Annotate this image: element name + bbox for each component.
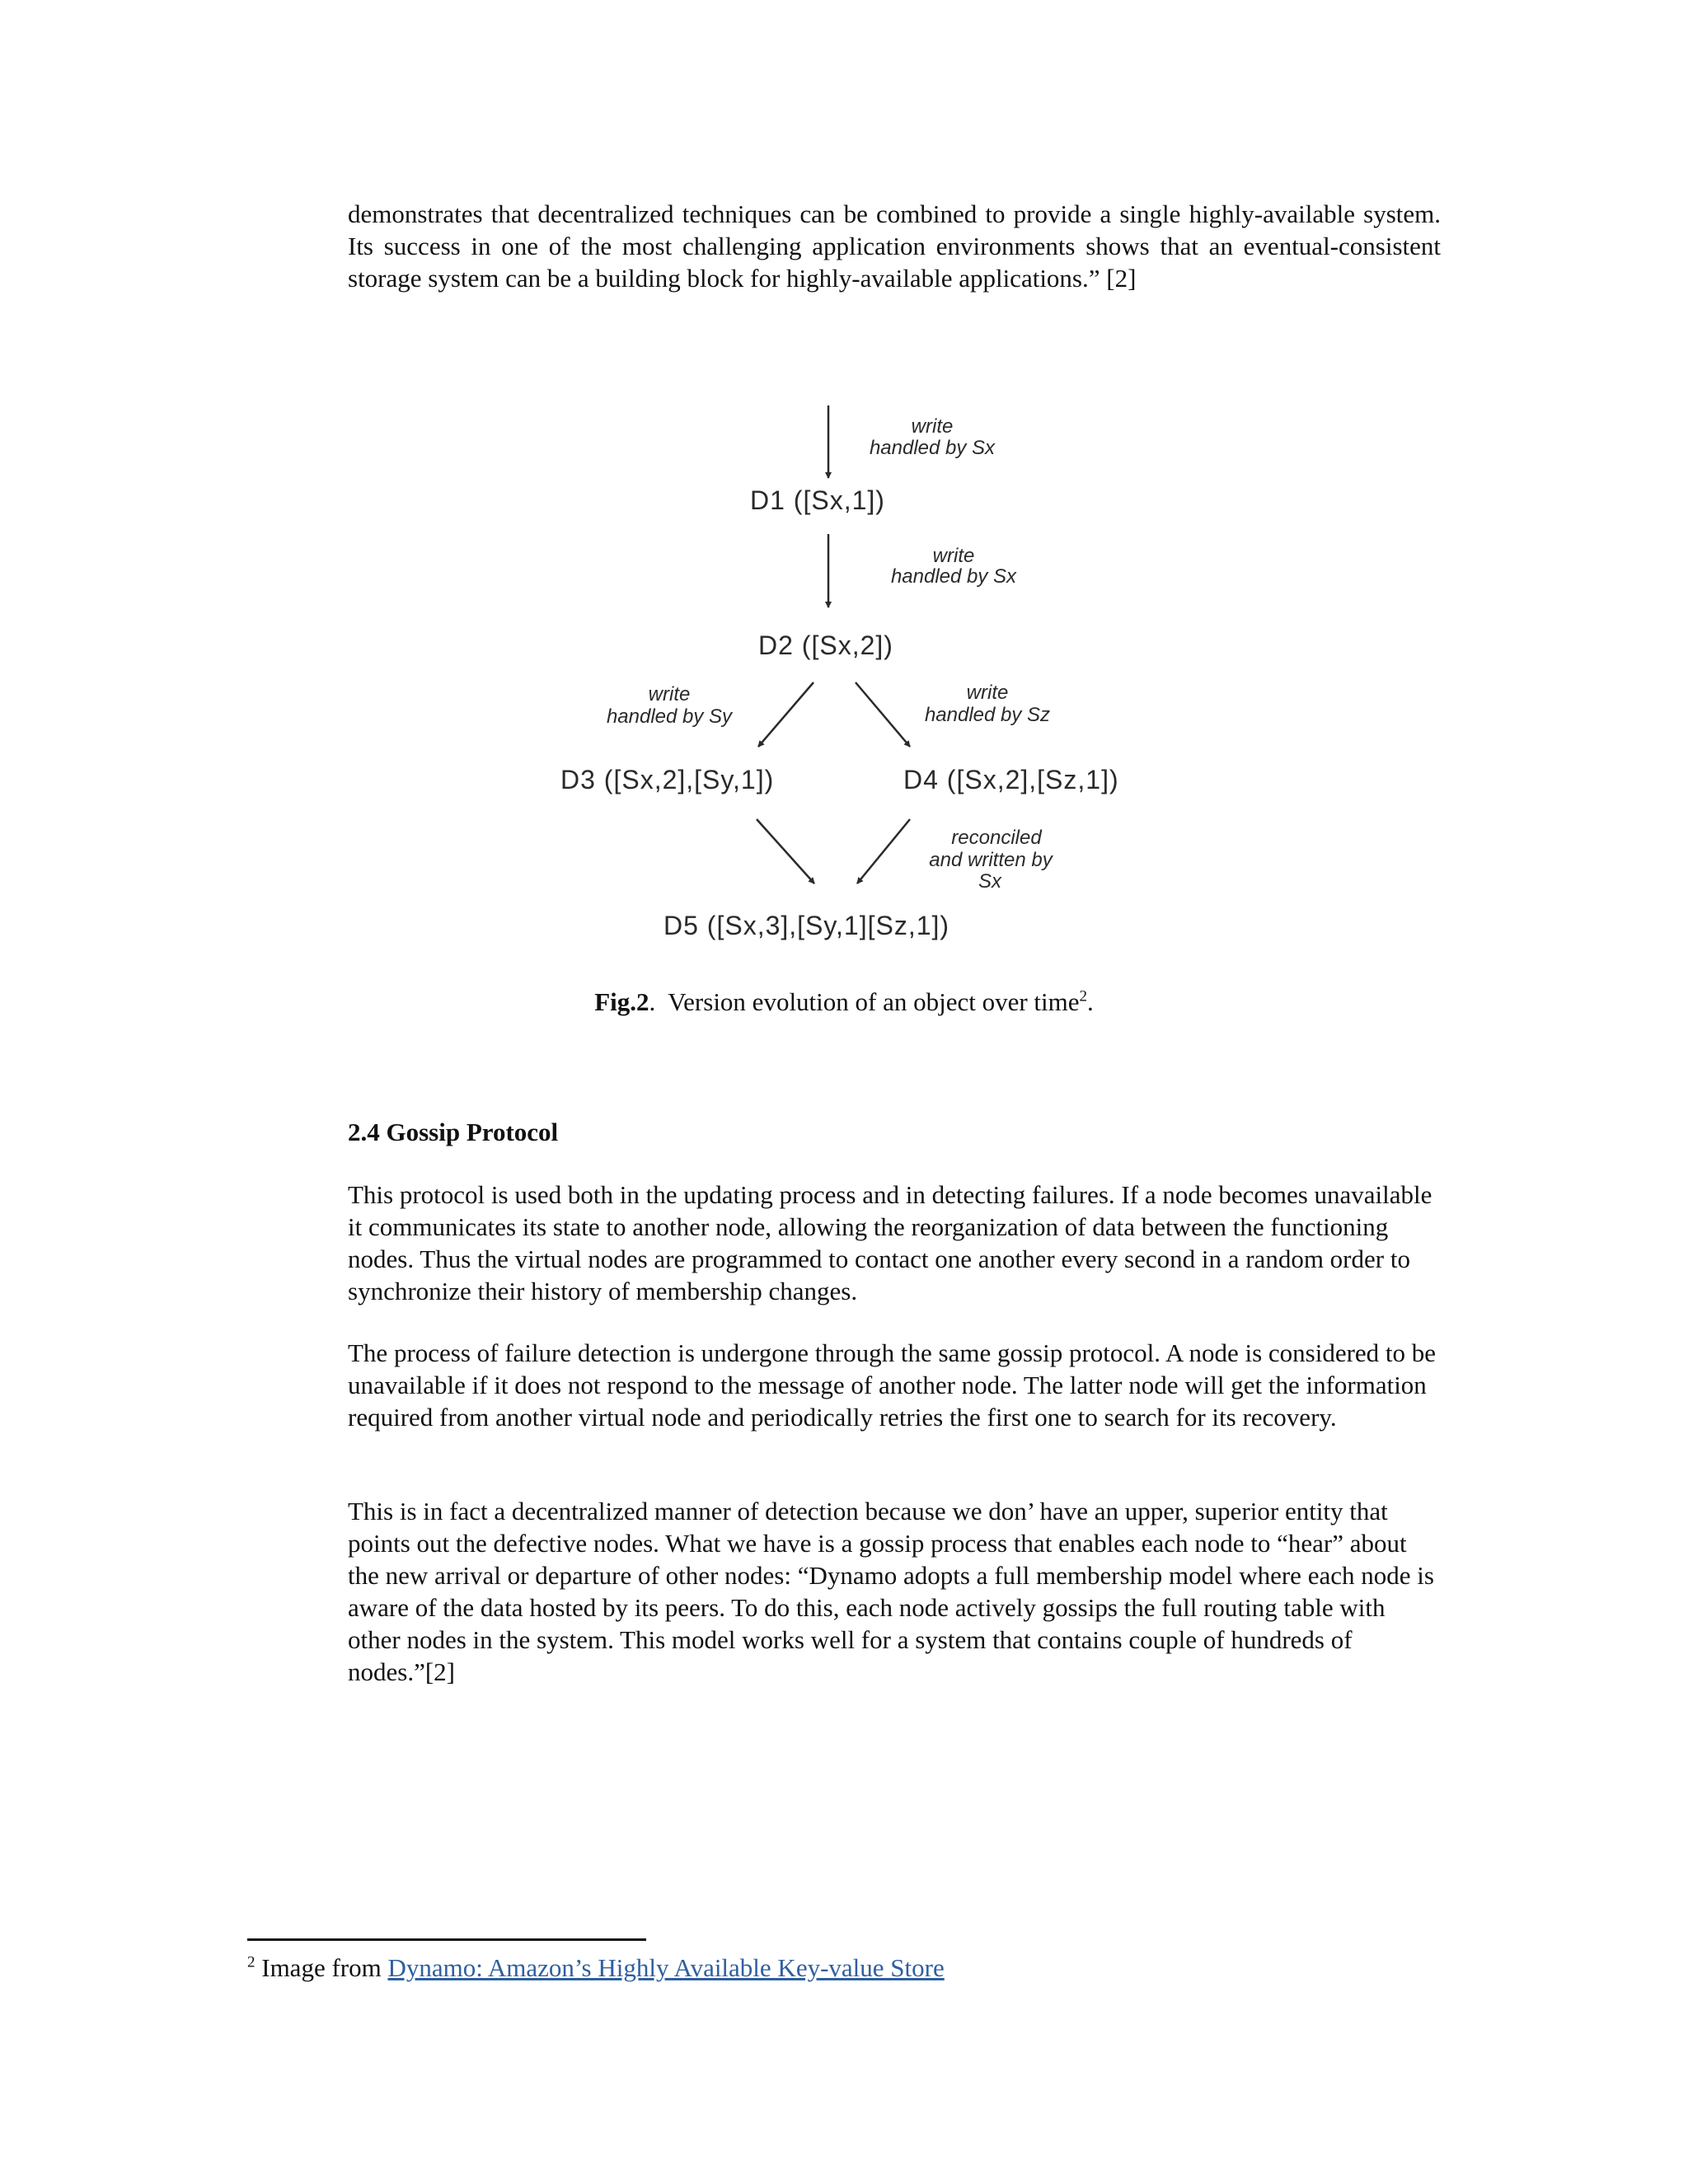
edge-label-e5-line3: Sx bbox=[978, 870, 1002, 893]
section-paragraph-1: This protocol is used both in the updating process and in detecting failures. If a node becomes unavailable it communicates its state to another node, allowing the reorganization of data between the functioning nodes. Thus the virtual nodes are programmed to contact one another every second in a random order to synchronize their history of membership changes. bbox=[348, 1180, 1432, 1305]
caption-footnote-ref: 2 bbox=[1079, 987, 1088, 1005]
arrow-d2-to-d3 bbox=[758, 682, 814, 747]
arrow-d3-to-d5 bbox=[757, 819, 814, 883]
caption-text: Version evolution of an object over time bbox=[668, 987, 1080, 1016]
edge-label-e3-line2: handled by Sy bbox=[606, 705, 733, 728]
edge-label-e2-line1: write bbox=[932, 545, 975, 567]
edge-label-e4-line2: handled by Sz bbox=[924, 704, 1051, 726]
edge-label-e5-line1: reconciled bbox=[951, 827, 1042, 849]
arrow-d2-to-d4 bbox=[856, 682, 910, 747]
footnote-separator bbox=[247, 1938, 646, 1941]
node-d2: D2 ([Sx,2]) bbox=[758, 630, 893, 660]
edge-label-e1-line2: handled by Sx bbox=[869, 437, 996, 459]
caption-label: Fig.2 bbox=[594, 987, 649, 1016]
arrow-d4-to-d5 bbox=[857, 819, 910, 883]
section-paragraph-3: This is in fact a decentralized manner of detection because we don’ have an upper, superior entity that points out the defective nodes. What we have is a gossip process that enables each node to “hear” about the new arrival or departure of other nodes: “Dynamo adopts a full membership model where each node is aware of the data hosted by its peers. To do this, each node actively gossips the full routing table with other nodes in the system. This model works well for a system that contains couple of hundreds of nodes.”[2] bbox=[348, 1497, 1434, 1686]
edge-label-e1-line1: write bbox=[911, 415, 954, 438]
edge-label-e5-line2: and written by bbox=[929, 849, 1053, 871]
footnote-number: 2 bbox=[247, 1953, 256, 1971]
node-d3: D3 ([Sx,2],[Sy,1]) bbox=[560, 765, 775, 794]
node-d4: D4 ([Sx,2],[Sz,1]) bbox=[903, 765, 1119, 794]
edge-label-e4-line1: write bbox=[966, 682, 1009, 704]
edge-label-e3-line1: write bbox=[648, 683, 691, 705]
footnote-prefix: Image from bbox=[261, 1953, 382, 1982]
node-d5: D5 ([Sx,3],[Sy,1][Sz,1]) bbox=[663, 911, 950, 940]
figure-caption: Fig.2. Version evolution of an object over time$^2$. bbox=[594, 987, 1094, 1016]
section-paragraph-2: The process of failure detection is undergone through the same gossip protocol. A node is considered to be unavailable if it does not respond to the message of another node. The latter node will get the information required from another virtual node and periodically retries the first one to search for its recovery. bbox=[348, 1338, 1437, 1432]
section-heading: 2.4 Gossip Protocol bbox=[348, 1118, 559, 1146]
edge-label-e2-line2: handled by Sx bbox=[890, 565, 1017, 588]
node-d1: D1 ([Sx,1]) bbox=[750, 485, 885, 515]
version-evolution-diagram bbox=[0, 0, 1688, 989]
footnote bbox=[247, 1952, 945, 1985]
intro-paragraph: demonstrates that decentralized techniques can be combined to provide a single highly-available system. Its success in one of the most challenging application environments shows that an eventual-consistent storage system can be a building block for highly-available applications.” [2] bbox=[348, 199, 1441, 293]
footnote-link[interactable]: Dynamo: Amazon’s Highly Available Key-value Store bbox=[387, 1953, 945, 1982]
